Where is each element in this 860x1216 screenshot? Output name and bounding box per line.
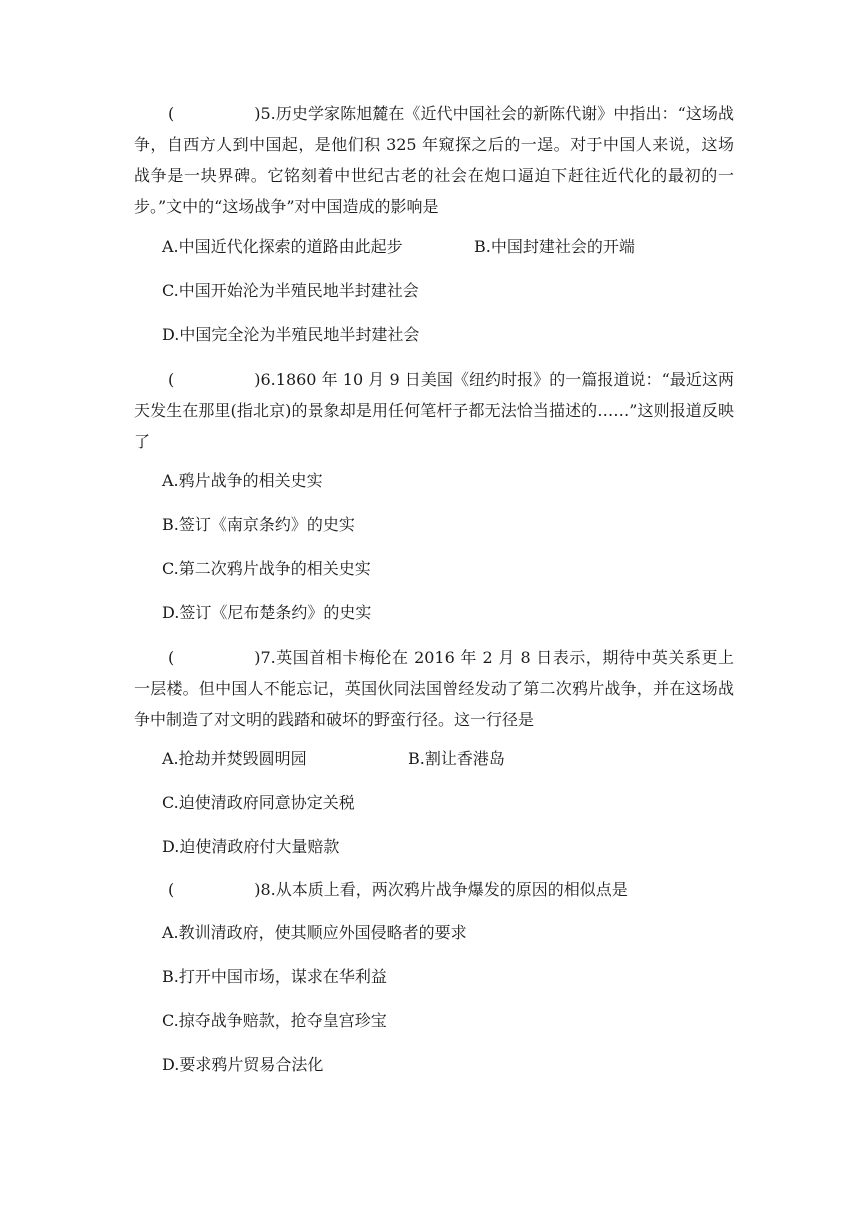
question-7-option-b: B.割让香港岛	[408, 749, 505, 768]
answer-blank-open: (	[168, 648, 175, 667]
question-text: 6.1860 年 10 月 9 日美国《纽约时报》的一篇报道说：“最近这两天发生在那里(指北京)的景象却是用任何笔杆子都无法恰当描述的……”这则报道反映了	[134, 370, 734, 451]
question-7-stem	[134, 642, 734, 735]
question-8-option-b: B.打开中国市场，谋求在华利益	[162, 967, 387, 986]
question-8-option-c: C.掠夺战争赔款，抢夺皇宫珍宝	[162, 1011, 387, 1030]
question-7-option-d: D.迫使清政府付大量赔款	[162, 837, 340, 856]
question-text: 8.从本质上看，两次鸦片战争爆发的原因的相似点是	[260, 880, 628, 899]
question-5-option-a: A.中国近代化探索的道路由此起步	[162, 237, 403, 256]
answer-blank-close: )	[254, 880, 261, 899]
question-6-option-a: A.鸦片战争的相关史实	[162, 471, 323, 490]
answer-blank-close: )	[254, 648, 261, 667]
question-7-option-a: A.抢劫并焚毁圆明园	[162, 749, 307, 768]
answer-blank-open: (	[168, 370, 175, 389]
question-5-option-d: D.中国完全沦为半殖民地半封建社会	[162, 325, 420, 344]
answer-blank-open: (	[168, 880, 175, 899]
answer-blank-close: )	[254, 104, 261, 123]
question-5-option-c: C.中国开始沦为半殖民地半封建社会	[162, 281, 419, 300]
question-text: 5.历史学家陈旭麓在《近代中国社会的新陈代谢》中指出：“这场战争，自西方人到中国起，是他们积 325 年窥探之后的一逞。对于中国人来说，这场战争是一块界碑。它铭刻着中世纪古老的社会在炮口逼迫下赶往近代化的最初的一步。”文中的“这场战争”对中国造成的影响是	[134, 104, 734, 216]
question-8-option-d: D.要求鸦片贸易合法化	[162, 1055, 324, 1074]
answer-blank-close: )	[254, 370, 261, 389]
question-7-option-c: C.迫使清政府同意协定关税	[162, 793, 355, 812]
answer-blank-open: (	[168, 104, 175, 123]
question-6-option-b: B.签订《南京条约》的史实	[162, 515, 355, 534]
question-6-option-c: C.第二次鸦片战争的相关史实	[162, 559, 371, 578]
question-6-stem	[134, 364, 734, 457]
question-5-option-b: B.中国封建社会的开端	[474, 237, 635, 256]
question-text: 7.英国首相卡梅伦在 2016 年 2 月 8 日表示，期待中英关系更上一层楼。但中国人不能忘记，英国伙同法国曾经发动了第二次鸦片战争，并在这场战争中制造了对文明的践踏和破坏的野蛮行径。这一行径是	[134, 648, 734, 729]
question-8-stem	[134, 874, 734, 905]
question-6-option-d: D.签订《尼布楚条约》的史实	[162, 603, 372, 622]
question-5-stem	[134, 98, 734, 222]
question-8-option-a: A.教训清政府，使其顺应外国侵略者的要求	[162, 923, 467, 942]
